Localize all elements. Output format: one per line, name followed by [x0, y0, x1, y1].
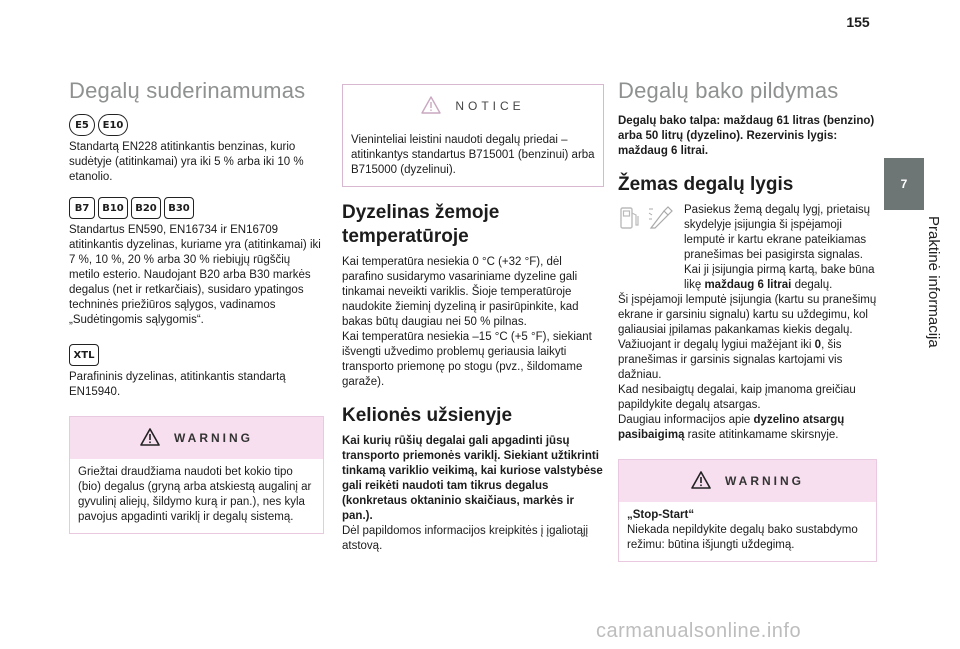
heading-refuelling: Degalų bako pildymas	[618, 78, 839, 103]
diesel-icons	[69, 197, 324, 219]
low-fuel-text-d1: Daugiau informacijos apie	[618, 414, 754, 426]
b10-icon: B10	[98, 197, 128, 219]
chapter-number-tab: 7	[884, 158, 924, 210]
notice-text: Vieninteliai leistini naudoti degalų priedai – atitinkantys standartus B715001 (benzinui) arba B715000 (dyzelinui).	[351, 134, 595, 176]
low-fuel-text-a-main: Pasiekus žemą degalų lygį, prietaisų skydelyje įsijungia ši įspėjamoji lemputė ir kartu ekrane pateikiamas pranešimas bei pasigirsta signalas. Kai ji įsijungia pirmą kartą, bake būna likę	[684, 204, 875, 291]
xtl-icon: XTL	[69, 344, 99, 366]
low-fuel-text-a-bold: maždaug 6 litrai	[704, 279, 792, 291]
watermark: carmanualsonline.info	[596, 620, 802, 642]
petrol-icons	[69, 114, 324, 136]
warning-title: WARNING	[174, 431, 253, 445]
warning-header-2	[619, 460, 876, 502]
petrol-text: Standartą EN228 atitinkantis benzinas, kurio sudėtyje (atitinkamai) yra iki 5 % arba iki 10 % etanolio.	[69, 141, 304, 183]
b20-icon: B20	[131, 197, 161, 219]
warning-title-2: WARNING	[725, 474, 804, 488]
low-fuel-text-a	[684, 203, 877, 293]
fuel-pump-icon	[618, 203, 642, 236]
xtl-text: Parafininis dyzelinas, atitinkantis standartą EN15940.	[69, 371, 286, 398]
warning-body-2	[619, 502, 876, 561]
warning-subtitle: „Stop-Start“	[627, 509, 695, 521]
column-diesel	[342, 84, 604, 554]
warning-triangle-icon	[140, 428, 160, 449]
heading-low-fuel: Žemas degalų lygis	[618, 174, 794, 195]
warning-box-fuel	[69, 416, 324, 534]
low-fuel-text-b1: Ši įspėjamoji lemputė įsijungia (kartu su pranešimų ekrane ir garsiniu signalu) kartu su uždegimu, kol galiausiai įpilamas pakankamas kiekis degalų. Važiuojant ir degalų lygiui mažėjant iki	[618, 294, 877, 351]
low-fuel-intro	[618, 203, 877, 293]
notice-header	[343, 85, 603, 127]
warning-text-2: Niekada nepildykite degalų bako sustabdymo režimu: būtina išjungti uždegimą.	[627, 524, 858, 551]
b7-icon: B7	[69, 197, 95, 219]
heading-travel-abroad: Kelionės užsienyje	[342, 405, 513, 426]
notice-title: NOTICE	[455, 99, 525, 113]
b30-icon: B30	[164, 197, 194, 219]
e10-icon: E10	[98, 114, 128, 136]
chapter-title-tab	[924, 216, 944, 456]
e5-icon: E5	[69, 114, 95, 136]
travel-abroad-bold-text: Kai kurių rūšių degalai gali apgadinti jūsų transporto priemonės variklį. Siekiant užtikrinti tinkamą variklio veikimą, kai kuriose valstybėse gali reikėti naudoti tam tikrus degalus (konkretaus oktaninio skaičiaus, markės ir pan.).	[342, 435, 603, 522]
warning-text: Griežtai draudžiama naudoti bet kokio tipo (bio) degalus (gryną arba atskiestą augalinį ar gyvulinį aliejų, šildymo kurą ir pan.), nes kyla pavojus apgadinti variklį ir degalų sistemą.	[78, 466, 312, 523]
tank-capacity-text: Degalų bako talpa: maždaug 61 litras (benzino) arba 50 litrų (dyzelino). Rezervinis lygis: maždaug 6 litrai.	[618, 115, 875, 157]
diesel-low-temp-text: Kai temperatūra nesiekia 0 °C (+32 °F), dėl parafino susidarymo vasariniame dyzeline gali tinkamai neveikti variklis. Šioje temperatūroje naudokite žieminį dyzeliną ir pasirūpinkite, kad bakas būtų daugiau nei 50 % pilnas.	[342, 256, 579, 328]
fuel-pump-alert-icon	[646, 203, 676, 236]
low-fuel-text-c: Kad nesibaigtų degalai, kaip įmanoma greičiau papildykite degalų atsargas.	[618, 384, 856, 411]
notice-triangle-icon	[421, 96, 441, 117]
low-fuel-text-a-end: degalų.	[791, 279, 833, 291]
low-fuel-text-d2: rasite atitinkamame skirsnyje.	[684, 429, 839, 441]
low-fuel-text-b-zero: 0	[814, 339, 822, 351]
warning-box-stop-start	[618, 459, 877, 562]
diesel-text: Standartus EN590, EN16734 ir EN16709 atitinkantis dyzelinas, kuriame yra (atitinkamai) iki 7 %, 10 %, 20 % arba 30 % riebiųjų rūgščių metilo esterio. Naudojant B20 arba B30 markės degalus (net ir retkarčiais), susidaro ypatingos techninės priežiūros sąlygos, vadinamos „Sudėtingomis sąlygomis“.	[69, 224, 321, 326]
chapter-title: Praktinė informacija	[925, 216, 942, 348]
low-fuel-warning-icons	[618, 203, 678, 233]
low-fuel-text-b2: , šis pranešimas ir garsinis signalas kartojami vis dažniau.	[618, 339, 843, 381]
page-number: 155	[846, 14, 870, 30]
diesel-low-temp-text-2: Kai temperatūra nesiekia –15 °C (+5 °F), siekiant išvengti užvedimo problemų geriausia laikyti transporto priemonę po stogu (pvz., šildomame garaže).	[342, 331, 592, 388]
warning-header	[70, 417, 323, 459]
low-fuel-text-b	[618, 293, 877, 383]
low-fuel-text-d	[618, 413, 877, 443]
column-refuelling	[618, 78, 877, 562]
column-fuel-compatibility	[69, 78, 324, 534]
low-fuel-text-d-bold: dyzelino atsargų pasibaigimą	[618, 414, 845, 441]
xtl-icons	[69, 344, 324, 366]
heading-low-temp-diesel: Dyzelinas žemoje temperatūroje	[342, 202, 500, 247]
notice-box	[342, 84, 604, 187]
travel-abroad-text: Dėl papildomos informacijos kreipkitės į įgaliotąjį atstovą.	[342, 525, 589, 552]
warning-triangle-icon-2	[691, 471, 711, 492]
heading-fuel-compatibility: Degalų suderinamumas	[69, 78, 306, 103]
